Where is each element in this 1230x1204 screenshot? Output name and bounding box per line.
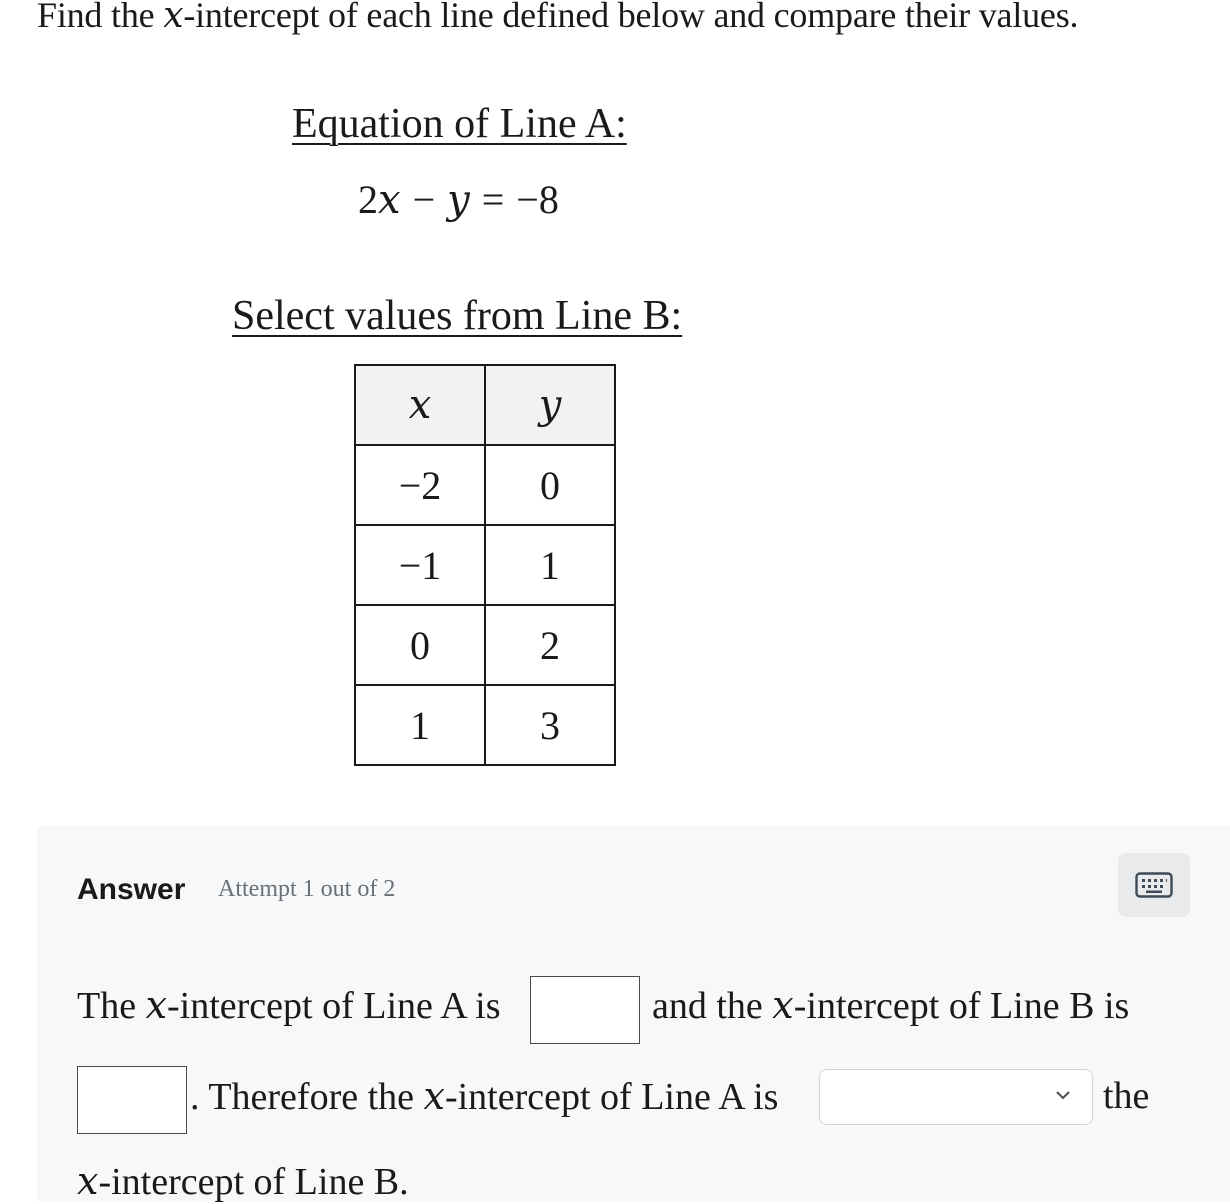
- attempt-counter: Attempt 1 out of 2: [218, 876, 396, 902]
- equation-equals: =: [481, 177, 505, 222]
- equation-minus: −: [412, 177, 436, 222]
- sentence-text: . Therefore the: [190, 1076, 424, 1118]
- question-pre: Find the: [37, 0, 164, 35]
- chevron-down-icon: [1054, 1086, 1072, 1104]
- sentence-text: -intercept of Line B.: [98, 1161, 409, 1203]
- sentence-part-5: [77, 1159, 409, 1204]
- sentence-text: -intercept of Line A is: [444, 1076, 779, 1118]
- sentence-text: -intercept of Line B is: [793, 985, 1130, 1027]
- sentence-var: x: [145, 983, 168, 1027]
- table-cell-y: 1: [485, 525, 615, 605]
- table-cell-x: 1: [355, 685, 485, 765]
- table-cell-y: 0: [485, 445, 615, 525]
- table-row: [355, 525, 615, 605]
- equation-coefficient: 2: [358, 177, 378, 222]
- sentence-text: -intercept of Line A is: [167, 985, 501, 1027]
- line-a-intercept-input[interactable]: [530, 976, 640, 1044]
- sentence-var: x: [423, 1074, 445, 1118]
- line-b-intercept-input[interactable]: [77, 1066, 187, 1134]
- sentence-part-3: [190, 1074, 778, 1119]
- equation-var-x: x: [378, 177, 401, 223]
- line-a-heading: Equation of Line A:: [292, 101, 627, 147]
- sentence-part-4: the: [1103, 1075, 1150, 1117]
- keyboard-icon: [1135, 872, 1173, 898]
- question-var: x: [163, 0, 184, 36]
- question-text: [37, 0, 1078, 36]
- table-cell-y: 3: [485, 685, 615, 765]
- line-a-equation: [358, 176, 559, 223]
- sentence-text: and the: [652, 985, 773, 1027]
- table-cell-y: 2: [485, 605, 615, 685]
- table-header-x: x: [355, 365, 485, 445]
- table-header-row: [355, 365, 615, 445]
- question-post: -intercept of each line defined below and compare their values.: [183, 0, 1079, 35]
- line-b-heading: Select values from Line B:: [232, 293, 683, 339]
- sentence-part-1: [77, 983, 500, 1028]
- sentence-part-2: [652, 983, 1129, 1028]
- sentence-var: x: [772, 983, 794, 1027]
- table-cell-x: −1: [355, 525, 485, 605]
- table-header-y: y: [485, 365, 615, 445]
- equation-rhs: −8: [516, 177, 559, 222]
- table-row: [355, 445, 615, 525]
- table-cell-x: 0: [355, 605, 485, 685]
- sentence-var: x: [77, 1159, 99, 1203]
- comparison-select[interactable]: [819, 1069, 1093, 1125]
- keyboard-toggle-button[interactable]: [1118, 853, 1190, 917]
- line-b-values-table: [354, 364, 616, 766]
- sentence-text: The: [77, 985, 146, 1027]
- equation-var-y: y: [447, 177, 470, 223]
- table-cell-x: −2: [355, 445, 485, 525]
- answer-panel: [37, 825, 1230, 1201]
- table-row: [355, 685, 615, 765]
- answer-label: Answer: [77, 873, 186, 906]
- table-row: [355, 605, 615, 685]
